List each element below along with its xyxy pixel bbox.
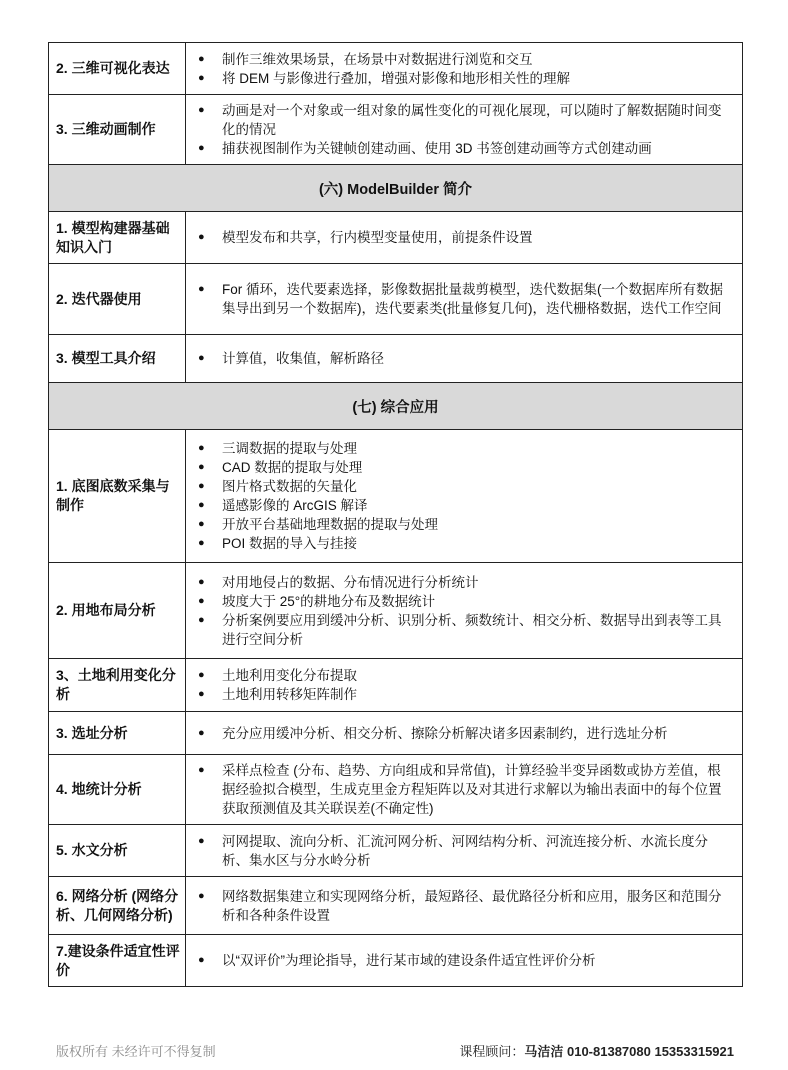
list-item: ● 模型发布和共享，行内模型变量使用，前提条件设置: [196, 228, 734, 247]
list-item: ● 土地利用转移矩阵制作: [196, 685, 734, 704]
table-row: [49, 212, 743, 264]
bullet-list: [196, 50, 734, 88]
topic-content: [186, 755, 743, 825]
topic-content: [186, 935, 743, 987]
table-row: [49, 43, 743, 95]
list-item: ● 捕获视图制作为关键帧创建动画、使用 3D 书签创建动画等方式创建动画: [196, 139, 734, 158]
table-row: [49, 935, 743, 987]
topic-label: 3. 模型工具介绍: [49, 335, 186, 383]
topic-label: 2. 用地布局分析: [49, 563, 186, 659]
course-consultant: [459, 1041, 734, 1060]
list-item: ● 河网提取、流向分析、汇流河网分析、河网结构分析、河流连接分析、水流长度分析、集水区与分水岭分析: [196, 832, 734, 870]
bullet-list: [196, 101, 734, 158]
topic-content: [186, 563, 743, 659]
consultant-contact: 马洁洁 010-81387080 15353315921: [524, 1044, 734, 1059]
topic-label: 3、土地利用变化分析: [49, 659, 186, 712]
list-item: ● 制作三维效果场景，在场景中对数据进行浏览和交互: [196, 50, 734, 69]
bullet-list: [196, 832, 734, 870]
list-item: ● 动画是对一个对象或一组对象的属性变化的可视化展现，可以随时了解数据随时间变化的情况: [196, 101, 734, 139]
topic-content: [186, 877, 743, 935]
bullet-list: [196, 887, 734, 925]
bullet-list: [196, 666, 734, 704]
list-item: ● 网络数据集建立和实现网络分析，最短路径、最优路径分析和应用，服务区和范围分析和各种条件设置: [196, 887, 734, 925]
table-row: [49, 430, 743, 563]
list-item: ● 土地利用变化分布提取: [196, 666, 734, 685]
section-header-row: [49, 383, 743, 430]
list-item: ● 坡度大于 25°的耕地分布及数据统计: [196, 592, 734, 611]
list-item: ● 开放平台基础地理数据的提取与处理: [196, 515, 734, 534]
bullet-list: [196, 724, 734, 743]
list-item: ● 图片格式数据的矢量化: [196, 477, 734, 496]
list-item: ● 计算值，收集值，解析路径: [196, 349, 734, 368]
topic-content: [186, 712, 743, 755]
table-row: [49, 825, 743, 877]
section-title: (七) 综合应用: [49, 383, 743, 430]
table-row: [49, 95, 743, 165]
table-row: [49, 712, 743, 755]
table-row: [49, 335, 743, 383]
bullet-list: [196, 951, 734, 970]
topic-label: 3. 选址分析: [49, 712, 186, 755]
topic-content: [186, 95, 743, 165]
list-item: ● 分析案例要应用到缓冲分析、识别分析、频数统计、相交分析、数据导出到表等工具进行空间分析: [196, 611, 734, 649]
table-row: [49, 659, 743, 712]
list-item: ● 充分应用缓冲分析、相交分析、擦除分析解决诸多因素制约，进行选址分析: [196, 724, 734, 743]
topic-label: 7.建设条件适宜性评价: [49, 935, 186, 987]
topic-label: 6. 网络分析 (网络分析、几何网络分析): [49, 877, 186, 935]
topic-content: [186, 43, 743, 95]
topic-content: [186, 212, 743, 264]
topic-content: [186, 659, 743, 712]
course-table: [48, 42, 743, 987]
topic-content: [186, 335, 743, 383]
bullet-list: [196, 761, 734, 818]
bullet-list: [196, 439, 734, 553]
list-item: ● 遥感影像的 ArcGIS 解译: [196, 496, 734, 515]
bullet-list: [196, 228, 734, 247]
table-row: [49, 563, 743, 659]
list-item: ● 三调数据的提取与处理: [196, 439, 734, 458]
list-item: ● For 循环，迭代要素选择，影像数据批量裁剪模型，迭代数据集(一个数据库所有数据集导出到另一个数据库)，迭代要素类(批量修复几何)，迭代栅格数据，迭代工作空间: [196, 280, 734, 318]
topic-content: [186, 825, 743, 877]
course-table-body: [49, 43, 743, 987]
copyright-notice: 版权所有 未经许可不得复制: [56, 1044, 216, 1059]
list-item: ● 对用地侵占的数据、分布情况进行分析统计: [196, 573, 734, 592]
topic-label: 4. 地统计分析: [49, 755, 186, 825]
topic-label: 5. 水文分析: [49, 825, 186, 877]
list-item: ● POI 数据的导入与挂接: [196, 534, 734, 553]
topic-label: 1. 底图底数采集与制作: [49, 430, 186, 563]
section-title: (六) ModelBuilder 简介: [49, 165, 743, 212]
list-item: ● 采样点检查 (分布、趋势、方向组成和异常值)，计算经验半变异函数或协方差值，根据经验拟合模型，生成克里金方程矩阵以及对其进行求解以为输出表面中的每个位置获取预测值及其关联误差(不确定性): [196, 761, 734, 818]
list-item: ● 以“双评价”为理论指导，进行某市域的建设条件适宜性评价分析: [196, 951, 734, 970]
topic-content: [186, 264, 743, 335]
table-row: [49, 755, 743, 825]
list-item: ● 将 DEM 与影像进行叠加，增强对影像和地形相关性的理解: [196, 69, 734, 88]
table-row: [49, 877, 743, 935]
topic-content: [186, 430, 743, 563]
section-header-row: [49, 165, 743, 212]
topic-label: 2. 三维可视化表达: [49, 43, 186, 95]
topic-label: 2. 迭代器使用: [49, 264, 186, 335]
list-item: ● CAD 数据的提取与处理: [196, 458, 734, 477]
table-row: [49, 264, 743, 335]
topic-label: 3. 三维动画制作: [49, 95, 186, 165]
bullet-list: [196, 349, 734, 368]
bullet-list: [196, 280, 734, 318]
consultant-prefix: 课程顾问：: [459, 1044, 525, 1059]
bullet-list: [196, 573, 734, 649]
topic-label: 1. 模型构建器基础知识入门: [49, 212, 186, 264]
